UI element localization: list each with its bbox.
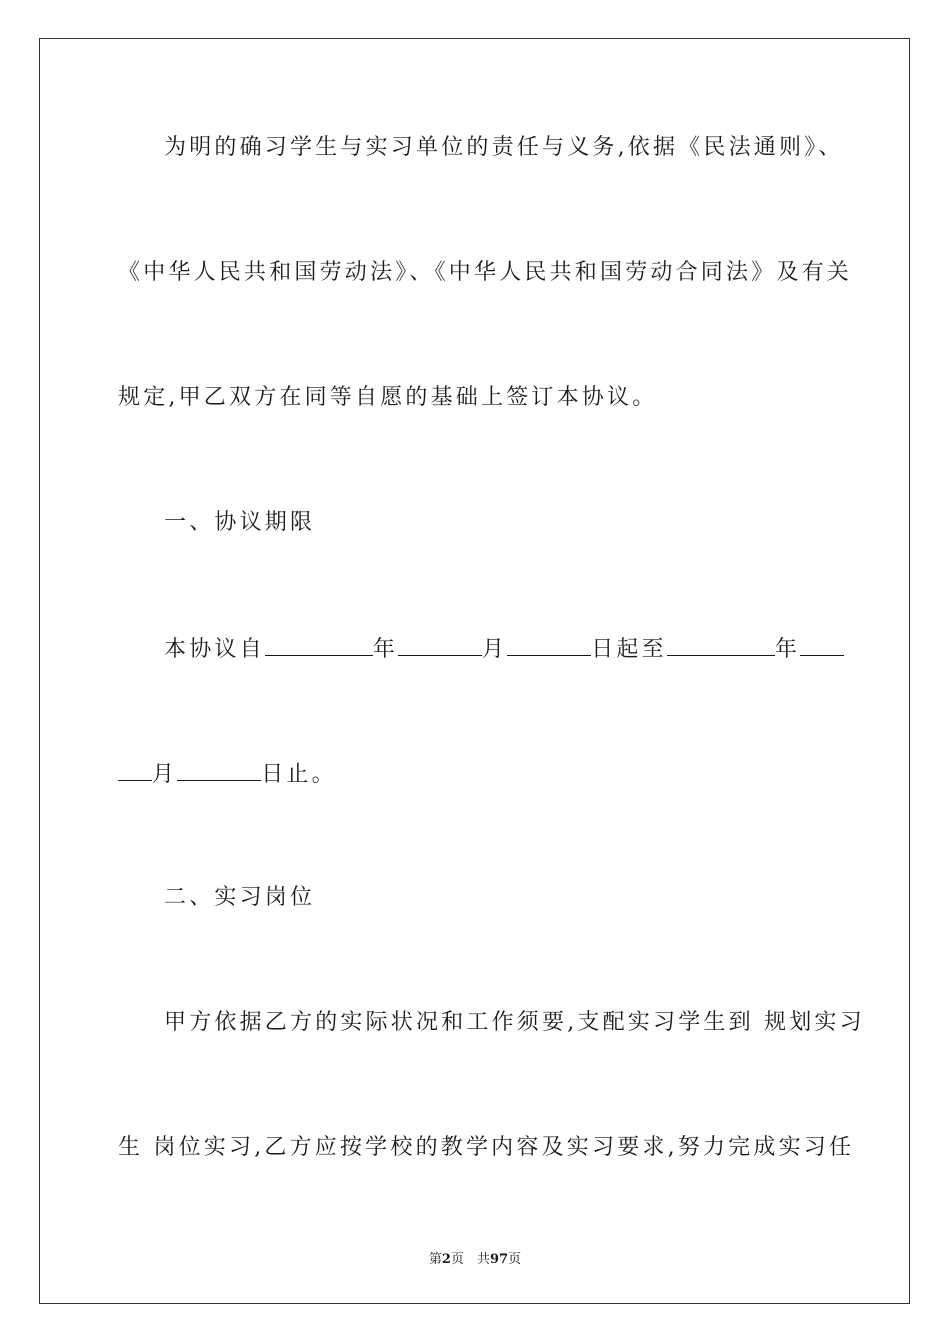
footer-page-prefix: 第 [428, 1252, 442, 1267]
paragraph-intro-line-3: 规定,甲乙双方在同等自愿的基础上签订本协议。 [118, 385, 658, 410]
term-text-end: 日止。 [261, 762, 337, 787]
term-text-day-to: 日起至 [591, 637, 667, 662]
section-heading-term: 一、协议期限 [164, 510, 316, 535]
footer-page-suffix: 页 [508, 1252, 522, 1267]
end-month-blank-part-2[interactable] [118, 758, 152, 781]
start-month-blank[interactable] [398, 633, 482, 656]
start-year-blank[interactable] [265, 633, 373, 656]
paragraph-intro-line-1: 为明的确习学生与实习单位的责任与义务,依据《民法通则》、 [164, 135, 844, 160]
position-clause-line-1: 甲方依据乙方的实际状况和工作须要,支配实习学生到 规划实习 [164, 1010, 865, 1035]
page-border [39, 38, 910, 1304]
start-day-blank[interactable] [507, 633, 591, 656]
term-text-start: 本协议自 [164, 637, 265, 662]
end-month-blank-part-1[interactable] [800, 633, 844, 656]
paragraph-intro-line-2: 《中华人民共和国劳动法》、《中华人民共和国劳动合同法》及有关 [118, 260, 853, 285]
footer-page-mid: 页 共 [450, 1252, 490, 1267]
footer-page-current: 2 [441, 1252, 451, 1267]
end-day-blank[interactable] [177, 758, 261, 781]
term-clause-line-2 [118, 758, 834, 790]
end-year-blank[interactable] [667, 633, 775, 656]
term-text-year-1: 年 [372, 637, 399, 662]
position-clause-line-2: 生 岗位实习,乙方应按学校的教学内容及实习要求,努力完成实习任 [118, 1135, 855, 1160]
term-clause-line-1 [164, 633, 834, 665]
term-text-year-2: 年 [774, 637, 801, 662]
footer-page-total: 97 [489, 1252, 509, 1267]
term-text-month-1: 月 [482, 637, 508, 662]
section-heading-position: 二、实习岗位 [164, 885, 316, 910]
term-text-month-2: 月 [152, 762, 178, 787]
page-footer [0, 1248, 950, 1267]
